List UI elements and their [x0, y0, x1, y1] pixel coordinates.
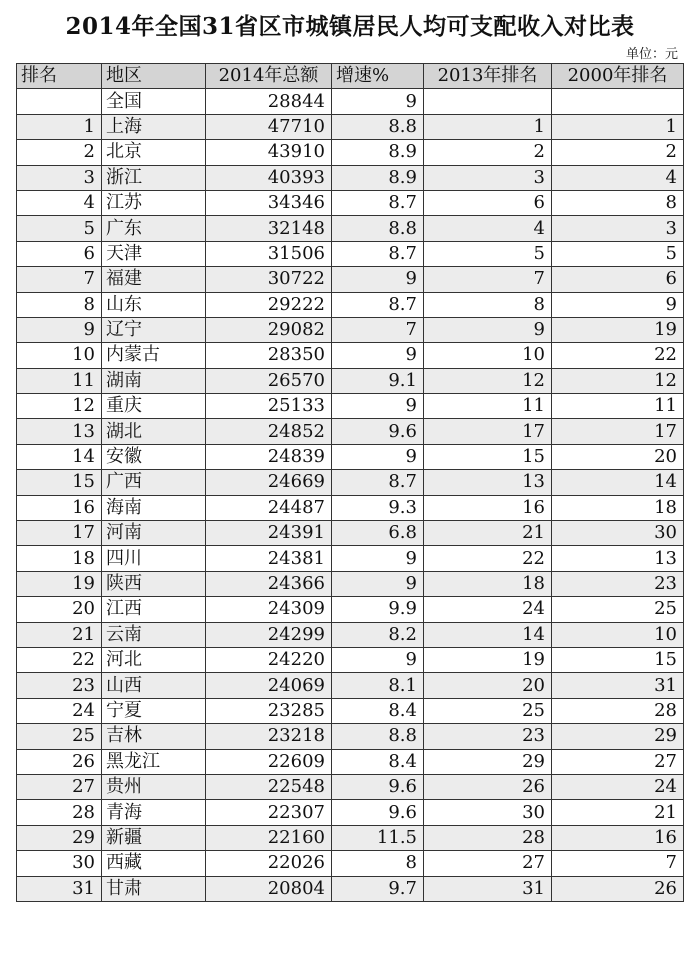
cell-region: 北京	[102, 140, 206, 165]
cell-rank-2013: 1	[424, 114, 552, 139]
cell-rank-2000	[552, 89, 684, 114]
cell-total: 34346	[206, 190, 332, 215]
cell-total: 23285	[206, 698, 332, 723]
cell-growth: 8.1	[332, 673, 424, 698]
unit-label: 单位：元	[625, 47, 678, 62]
table-row	[17, 267, 684, 292]
cell-total: 24839	[206, 444, 332, 469]
cell-rank-2000: 9	[552, 292, 684, 317]
table-row	[17, 165, 684, 190]
cell-rank: 13	[17, 419, 102, 444]
cell-growth: 11.5	[332, 825, 424, 850]
cell-rank-2000: 24	[552, 774, 684, 799]
cell-rank-2013: 30	[424, 800, 552, 825]
cell-rank-2013: 14	[424, 622, 552, 647]
table-row	[17, 724, 684, 749]
cell-rank-2000: 5	[552, 241, 684, 266]
cell-region: 海南	[102, 495, 206, 520]
cell-rank: 6	[17, 241, 102, 266]
cell-total: 28350	[206, 343, 332, 368]
cell-rank: 17	[17, 521, 102, 546]
cell-total: 29222	[206, 292, 332, 317]
cell-rank-2000: 22	[552, 343, 684, 368]
cell-rank: 27	[17, 774, 102, 799]
cell-rank-2000: 16	[552, 825, 684, 850]
cell-region: 陕西	[102, 571, 206, 596]
cell-rank-2013: 21	[424, 521, 552, 546]
cell-total: 22026	[206, 851, 332, 876]
cell-region: 安徽	[102, 444, 206, 469]
cell-growth: 9	[332, 571, 424, 596]
cell-region: 河北	[102, 647, 206, 672]
cell-rank-2000: 21	[552, 800, 684, 825]
cell-rank-2013: 11	[424, 394, 552, 419]
cell-rank-2013: 13	[424, 470, 552, 495]
table-row	[17, 876, 684, 901]
cell-region: 河南	[102, 521, 206, 546]
cell-total: 24069	[206, 673, 332, 698]
cell-total: 47710	[206, 114, 332, 139]
cell-growth: 9	[332, 394, 424, 419]
cell-rank-2013: 15	[424, 444, 552, 469]
cell-growth: 8.9	[332, 165, 424, 190]
cell-total: 23218	[206, 724, 332, 749]
cell-rank-2013: 12	[424, 368, 552, 393]
cell-growth: 8.2	[332, 622, 424, 647]
cell-rank: 8	[17, 292, 102, 317]
table-row	[17, 368, 684, 393]
cell-rank: 9	[17, 317, 102, 342]
cell-total: 43910	[206, 140, 332, 165]
cell-rank-2013: 10	[424, 343, 552, 368]
cell-rank-2000: 29	[552, 724, 684, 749]
cell-growth: 9.9	[332, 597, 424, 622]
table-row	[17, 673, 684, 698]
cell-rank-2000: 10	[552, 622, 684, 647]
cell-rank-2000: 6	[552, 267, 684, 292]
cell-total: 24487	[206, 495, 332, 520]
table-row	[17, 622, 684, 647]
cell-rank-2000: 19	[552, 317, 684, 342]
table-row	[17, 470, 684, 495]
cell-region: 西藏	[102, 851, 206, 876]
header-row	[17, 64, 684, 89]
cell-region: 四川	[102, 546, 206, 571]
cell-rank: 16	[17, 495, 102, 520]
table-row	[17, 698, 684, 723]
cell-rank-2013: 5	[424, 241, 552, 266]
table-row	[17, 597, 684, 622]
cell-region: 内蒙古	[102, 343, 206, 368]
table-row	[17, 521, 684, 546]
cell-rank-2000: 7	[552, 851, 684, 876]
table-row	[17, 419, 684, 444]
cell-rank-2000: 20	[552, 444, 684, 469]
cell-growth: 9	[332, 444, 424, 469]
table-row	[17, 241, 684, 266]
column-header-region: 地区	[102, 64, 206, 89]
cell-rank-2013: 8	[424, 292, 552, 317]
cell-total: 22160	[206, 825, 332, 850]
cell-rank: 15	[17, 470, 102, 495]
cell-rank-2013: 23	[424, 724, 552, 749]
cell-total: 20804	[206, 876, 332, 901]
table-row	[17, 114, 684, 139]
cell-rank: 1	[17, 114, 102, 139]
table-row	[17, 571, 684, 596]
cell-rank-2000: 13	[552, 546, 684, 571]
cell-rank-2013: 16	[424, 495, 552, 520]
cell-rank-2013: 31	[424, 876, 552, 901]
table-row	[17, 774, 684, 799]
cell-rank-2000: 23	[552, 571, 684, 596]
cell-rank-2000: 8	[552, 190, 684, 215]
cell-rank: 31	[17, 876, 102, 901]
cell-rank-2000: 26	[552, 876, 684, 901]
table-row	[17, 317, 684, 342]
cell-total: 22548	[206, 774, 332, 799]
cell-rank-2000: 3	[552, 216, 684, 241]
cell-rank: 29	[17, 825, 102, 850]
table-row	[17, 851, 684, 876]
cell-region: 天津	[102, 241, 206, 266]
cell-rank-2013: 18	[424, 571, 552, 596]
cell-growth: 9.6	[332, 419, 424, 444]
cell-rank-2013: 19	[424, 647, 552, 672]
cell-total: 24299	[206, 622, 332, 647]
cell-rank: 4	[17, 190, 102, 215]
cell-rank: 11	[17, 368, 102, 393]
column-header-growth: 增速%	[332, 64, 424, 89]
table-body	[17, 89, 684, 902]
cell-rank-2013: 29	[424, 749, 552, 774]
cell-total: 40393	[206, 165, 332, 190]
cell-rank-2013: 27	[424, 851, 552, 876]
cell-rank-2000: 2	[552, 140, 684, 165]
cell-region: 新疆	[102, 825, 206, 850]
column-header-rank-2000: 2000年排名	[552, 64, 684, 89]
cell-growth: 8.4	[332, 698, 424, 723]
cell-rank: 22	[17, 647, 102, 672]
cell-region: 云南	[102, 622, 206, 647]
column-header-rank: 排名	[17, 64, 102, 89]
cell-growth: 8.4	[332, 749, 424, 774]
cell-rank-2013	[424, 89, 552, 114]
cell-region: 湖南	[102, 368, 206, 393]
cell-growth: 8.8	[332, 216, 424, 241]
cell-rank-2013: 24	[424, 597, 552, 622]
table-row	[17, 647, 684, 672]
cell-total: 24309	[206, 597, 332, 622]
cell-region: 重庆	[102, 394, 206, 419]
cell-total: 24391	[206, 521, 332, 546]
cell-rank-2013: 25	[424, 698, 552, 723]
cell-growth: 9	[332, 343, 424, 368]
cell-rank: 20	[17, 597, 102, 622]
cell-growth: 8.7	[332, 292, 424, 317]
cell-rank-2000: 31	[552, 673, 684, 698]
cell-region: 湖北	[102, 419, 206, 444]
cell-rank-2000: 30	[552, 521, 684, 546]
cell-rank-2013: 3	[424, 165, 552, 190]
column-header-total: 2014年总额	[206, 64, 332, 89]
cell-rank: 12	[17, 394, 102, 419]
cell-region: 广西	[102, 470, 206, 495]
cell-region: 青海	[102, 800, 206, 825]
cell-rank-2013: 26	[424, 774, 552, 799]
cell-rank: 14	[17, 444, 102, 469]
cell-rank-2000: 11	[552, 394, 684, 419]
cell-region: 全国	[102, 89, 206, 114]
cell-rank: 28	[17, 800, 102, 825]
cell-total: 24669	[206, 470, 332, 495]
cell-growth: 8.8	[332, 724, 424, 749]
cell-rank: 2	[17, 140, 102, 165]
cell-rank-2013: 7	[424, 267, 552, 292]
cell-region: 宁夏	[102, 698, 206, 723]
table-row	[17, 800, 684, 825]
cell-total: 24381	[206, 546, 332, 571]
cell-growth: 8.8	[332, 114, 424, 139]
cell-total: 25133	[206, 394, 332, 419]
cell-region: 江苏	[102, 190, 206, 215]
cell-region: 辽宁	[102, 317, 206, 342]
cell-rank: 19	[17, 571, 102, 596]
cell-growth: 9	[332, 89, 424, 114]
cell-rank: 23	[17, 673, 102, 698]
cell-rank: 21	[17, 622, 102, 647]
cell-total: 24852	[206, 419, 332, 444]
cell-region: 吉林	[102, 724, 206, 749]
cell-region: 浙江	[102, 165, 206, 190]
income-table	[16, 63, 684, 902]
table-row	[17, 216, 684, 241]
table-row	[17, 140, 684, 165]
cell-total: 30722	[206, 267, 332, 292]
cell-region: 甘肃	[102, 876, 206, 901]
table-header	[17, 64, 684, 89]
cell-region: 广东	[102, 216, 206, 241]
cell-growth: 9.7	[332, 876, 424, 901]
cell-rank-2000: 25	[552, 597, 684, 622]
cell-rank: 5	[17, 216, 102, 241]
cell-rank-2013: 9	[424, 317, 552, 342]
cell-rank	[17, 89, 102, 114]
cell-rank-2013: 2	[424, 140, 552, 165]
cell-growth: 9.1	[332, 368, 424, 393]
cell-growth: 9	[332, 267, 424, 292]
table-row	[17, 190, 684, 215]
cell-rank-2013: 4	[424, 216, 552, 241]
cell-rank-2013: 6	[424, 190, 552, 215]
table-row	[17, 546, 684, 571]
cell-growth: 8	[332, 851, 424, 876]
cell-total: 24220	[206, 647, 332, 672]
table-row	[17, 292, 684, 317]
cell-rank: 3	[17, 165, 102, 190]
cell-rank-2000: 14	[552, 470, 684, 495]
cell-rank-2000: 4	[552, 165, 684, 190]
cell-total: 29082	[206, 317, 332, 342]
cell-rank-2013: 17	[424, 419, 552, 444]
cell-rank-2013: 28	[424, 825, 552, 850]
cell-growth: 9.6	[332, 800, 424, 825]
cell-growth: 9.6	[332, 774, 424, 799]
cell-growth: 9	[332, 546, 424, 571]
table-row	[17, 749, 684, 774]
column-header-rank-2013: 2013年排名	[424, 64, 552, 89]
cell-growth: 6.8	[332, 521, 424, 546]
cell-growth: 8.7	[332, 190, 424, 215]
cell-rank-2000: 17	[552, 419, 684, 444]
cell-total: 22609	[206, 749, 332, 774]
cell-region: 山东	[102, 292, 206, 317]
cell-rank: 18	[17, 546, 102, 571]
cell-rank-2000: 28	[552, 698, 684, 723]
cell-rank: 26	[17, 749, 102, 774]
cell-growth: 9	[332, 647, 424, 672]
cell-rank-2013: 20	[424, 673, 552, 698]
cell-total: 28844	[206, 89, 332, 114]
cell-growth: 9.3	[332, 495, 424, 520]
page-title: 2014年全国31省区市城镇居民人均可支配收入对比表	[65, 13, 635, 40]
cell-growth: 8.7	[332, 470, 424, 495]
cell-rank: 30	[17, 851, 102, 876]
table-row	[17, 825, 684, 850]
table-row	[17, 343, 684, 368]
cell-total: 26570	[206, 368, 332, 393]
cell-rank-2000: 18	[552, 495, 684, 520]
cell-rank: 24	[17, 698, 102, 723]
cell-region: 江西	[102, 597, 206, 622]
cell-region: 山西	[102, 673, 206, 698]
cell-total: 24366	[206, 571, 332, 596]
cell-total: 31506	[206, 241, 332, 266]
cell-region: 福建	[102, 267, 206, 292]
cell-rank-2000: 15	[552, 647, 684, 672]
cell-region: 贵州	[102, 774, 206, 799]
cell-rank-2000: 12	[552, 368, 684, 393]
cell-region: 上海	[102, 114, 206, 139]
cell-rank: 7	[17, 267, 102, 292]
table-row	[17, 444, 684, 469]
cell-total: 32148	[206, 216, 332, 241]
cell-total: 22307	[206, 800, 332, 825]
cell-rank-2000: 27	[552, 749, 684, 774]
cell-growth: 7	[332, 317, 424, 342]
cell-rank: 25	[17, 724, 102, 749]
cell-rank-2013: 22	[424, 546, 552, 571]
cell-region: 黑龙江	[102, 749, 206, 774]
cell-rank-2000: 1	[552, 114, 684, 139]
cell-growth: 8.7	[332, 241, 424, 266]
table-row	[17, 495, 684, 520]
table-row	[17, 89, 684, 114]
cell-growth: 8.9	[332, 140, 424, 165]
table-row	[17, 394, 684, 419]
cell-rank: 10	[17, 343, 102, 368]
